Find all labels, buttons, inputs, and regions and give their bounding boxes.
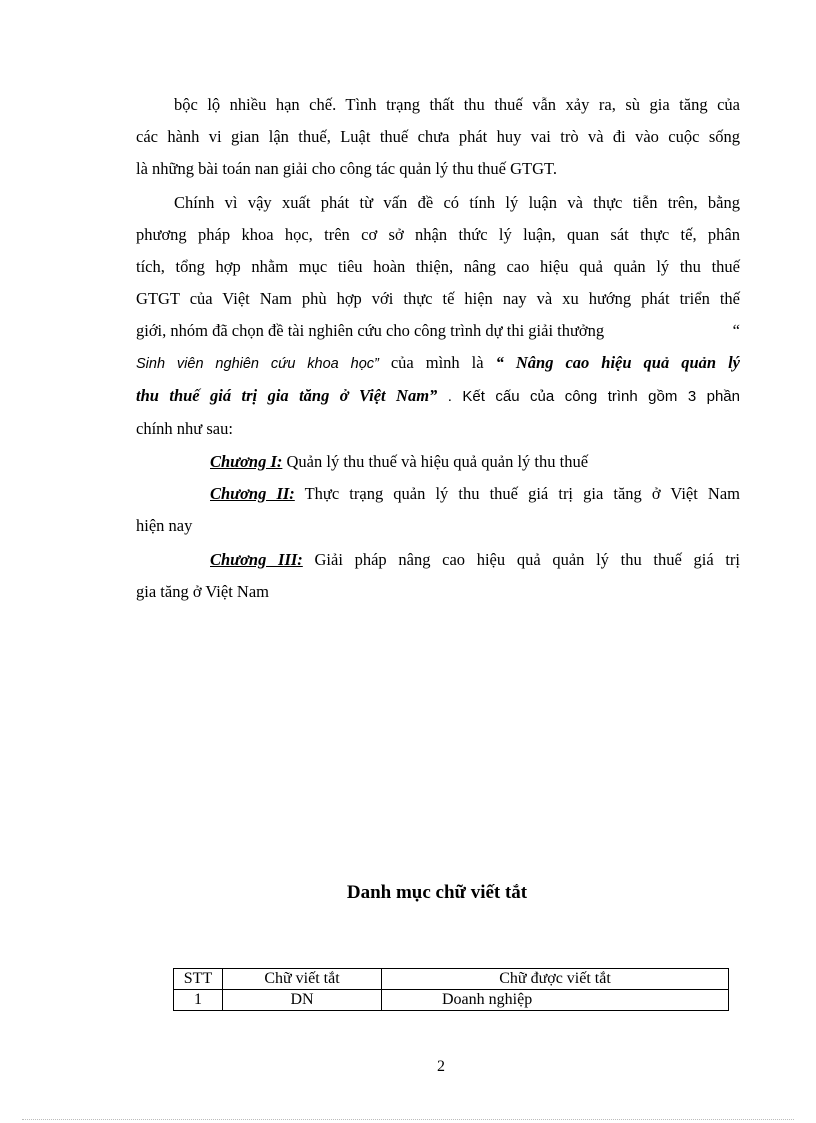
table-header-cell: Chữ được viết tắt	[382, 969, 729, 990]
open-quote: “	[732, 321, 740, 340]
text-line: chính như sau:	[136, 419, 233, 438]
chapter-3-cont: gia tăng ở Việt Nam	[136, 582, 269, 601]
text-line: GTGT của Việt Nam phù hợp với thực tế hiện nay và xu hướng phát triển thế	[136, 289, 740, 308]
project-title-cont: thu thuế giá trị gia tăng ở Việt Nam”	[136, 386, 438, 405]
page-number: 2	[437, 1058, 445, 1075]
text-line: các hành vi gian lận thuế, Luật thuế chưa phát huy vai trò và đi vào cuộc sống	[136, 127, 740, 146]
table-cell: 1	[174, 990, 223, 1011]
table-header-cell: Chữ viết tắt	[223, 969, 382, 990]
abbr-title: Danh mục chữ viết tắt	[346, 882, 528, 903]
award-name: Sinh viên nghiên cứu khoa học”	[136, 356, 379, 372]
text-fragment: . Kết cấu của công trình gồm 3 phần	[437, 388, 740, 405]
text-line: tích, tổng hợp nhằm mục tiêu hoàn thiện, nâng cao hiệu quả quản lý thu thuế	[136, 257, 740, 276]
table-cell: DN	[223, 990, 382, 1011]
text-line	[136, 315, 740, 347]
abbr-table	[173, 968, 729, 1011]
table-header-row	[174, 969, 729, 990]
text-line: phương pháp khoa học, trên cơ sở nhận thức lý luận, quan sát thực tế, phân	[136, 225, 740, 244]
chapter-2-cont: hiện nay	[136, 516, 193, 535]
text-line: là những bài toán nan giải cho công tác quản lý thu thuế GTGT.	[136, 159, 558, 178]
chapter-list	[136, 446, 740, 608]
chapter-label: Chương I:	[210, 452, 283, 471]
chapter-label: Chương II:	[210, 484, 295, 503]
chapter-text: Giải pháp nâng cao hiệu quả quản lý thu thuế giá trị	[302, 550, 741, 569]
chapter-label: Chương III:	[210, 550, 303, 569]
chapter-text: Thực trạng quản lý thu thuế giá trị gia tăng ở Việt Nam	[294, 484, 741, 503]
chapter-3	[136, 544, 740, 576]
project-title: “ Nâng cao hiệu quả quản lý	[495, 353, 740, 372]
chapter-text: Quản lý thu thuế và hiệu quả quản lý thu thuế	[282, 452, 589, 471]
text-line: Chính vì vậy xuất phát từ vấn đề có tính lý luận và thực tiễn trên, bằng	[174, 193, 740, 212]
chapter-2	[136, 478, 740, 510]
table-row	[174, 990, 729, 1011]
text-fragment: giới, nhóm đã chọn đề tài nghiên cứu cho công trình dự thi giải thưởng	[136, 321, 605, 340]
text-line	[136, 347, 740, 380]
text-line: bộc lộ nhiều hạn chế. Tình trạng thất thu thuế vẫn xảy ra, sù gia tăng của	[174, 95, 740, 114]
paragraph-intro	[136, 89, 740, 185]
paragraph-purpose	[136, 187, 740, 445]
text-fragment: của mình là	[378, 353, 496, 372]
footer-divider	[22, 1119, 794, 1120]
text-line	[136, 380, 740, 413]
chapter-1	[136, 446, 740, 478]
table-header-cell: STT	[174, 969, 223, 990]
table-cell: Doanh nghiệp	[382, 990, 729, 1011]
